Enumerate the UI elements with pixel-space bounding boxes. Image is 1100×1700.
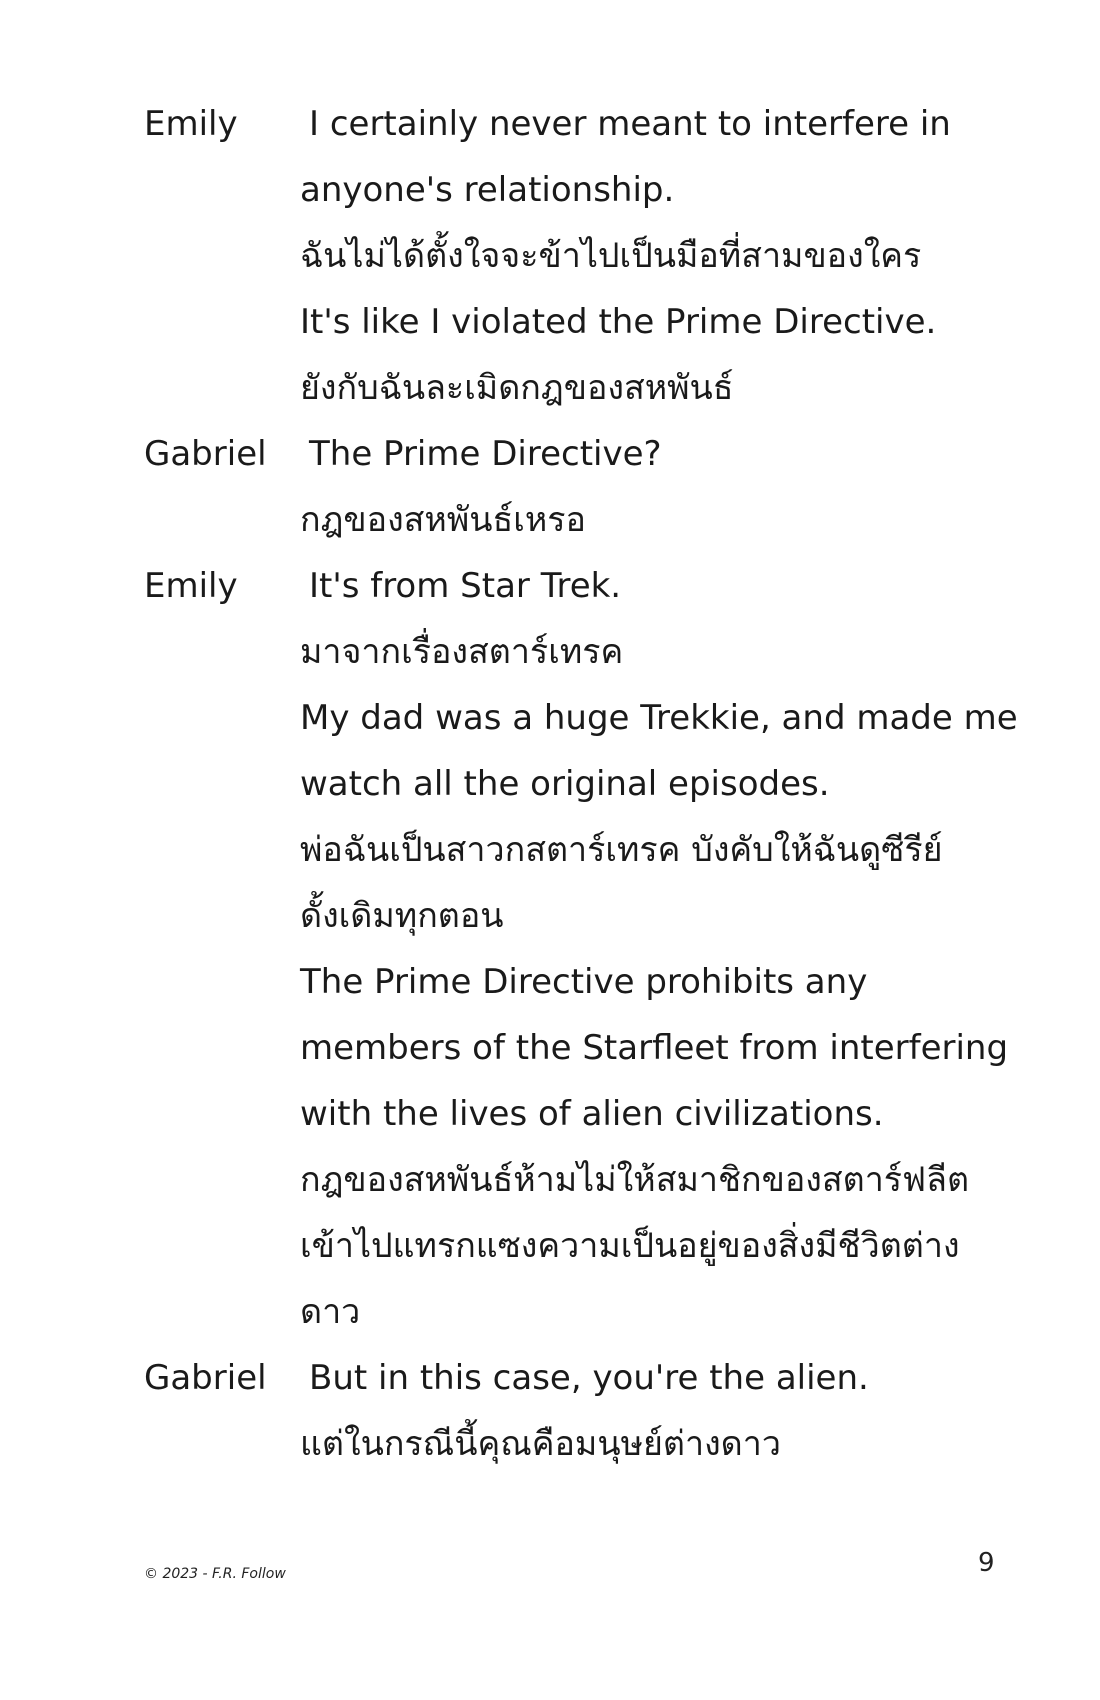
- dialogue-line: I certainly never meant to interfere in: [309, 104, 951, 144]
- speaker-name: Emily: [144, 104, 238, 144]
- dialogue-line-thai: ฉันไม่ได้ตั้งใจจะข้าไปเป็นมือที่สามของใคร: [300, 236, 922, 276]
- copyright-footer: © 2023 - F.R. Follow: [144, 1566, 286, 1582]
- dialogue-line-thai: เข้าไปแทรกแซงความเป็นอยู่ของสิ่งมีชีวิตต่าง: [300, 1226, 960, 1266]
- page-number: 9: [978, 1548, 995, 1578]
- dialogue-line: My dad was a huge Trekkie, and made me: [300, 698, 1018, 738]
- dialogue-line: It's like I violated the Prime Directive.: [300, 302, 937, 342]
- dialogue-line-thai: ยังกับฉันละเมิดกฎของสหพันธ์: [300, 368, 734, 408]
- dialogue-line-thai: ดั้งเดิมทุกตอน: [300, 896, 504, 936]
- dialogue-line: The Prime Directive?: [309, 434, 662, 474]
- dialogue-line: watch all the original episodes.: [300, 764, 830, 804]
- dialogue-line-thai: มาจากเรื่องสตาร์เทรค: [300, 632, 624, 672]
- dialogue-line: The Prime Directive prohibits any: [300, 962, 868, 1002]
- dialogue-line: members of the Starfleet from interfering: [300, 1028, 1009, 1068]
- dialogue-line-thai: กฎของสหพันธ์ห้ามไม่ให้สมาชิกของสตาร์ฟลีต: [300, 1160, 970, 1200]
- dialogue-line: But in this case, you're the alien.: [309, 1358, 869, 1398]
- speaker-name: Gabriel: [144, 1358, 267, 1398]
- dialogue-line-thai: แต่ในกรณีนี้คุณคือมนุษย์ต่างดาว: [300, 1424, 781, 1464]
- dialogue-line-thai: พ่อฉันเป็นสาวกสตาร์เทรค บังคับให้ฉันดูซีรีย์: [300, 830, 943, 870]
- dialogue-line: It's from Star Trek.: [309, 566, 622, 606]
- dialogue-line: with the lives of alien civilizations.: [300, 1094, 884, 1134]
- speaker-name: Gabriel: [144, 434, 267, 474]
- speaker-name: Emily: [144, 566, 238, 606]
- dialogue-line-thai: กฎของสหพันธ์เหรอ: [300, 500, 586, 540]
- dialogue-line-thai: ดาว: [300, 1292, 361, 1332]
- dialogue-line: anyone's relationship.: [300, 170, 675, 210]
